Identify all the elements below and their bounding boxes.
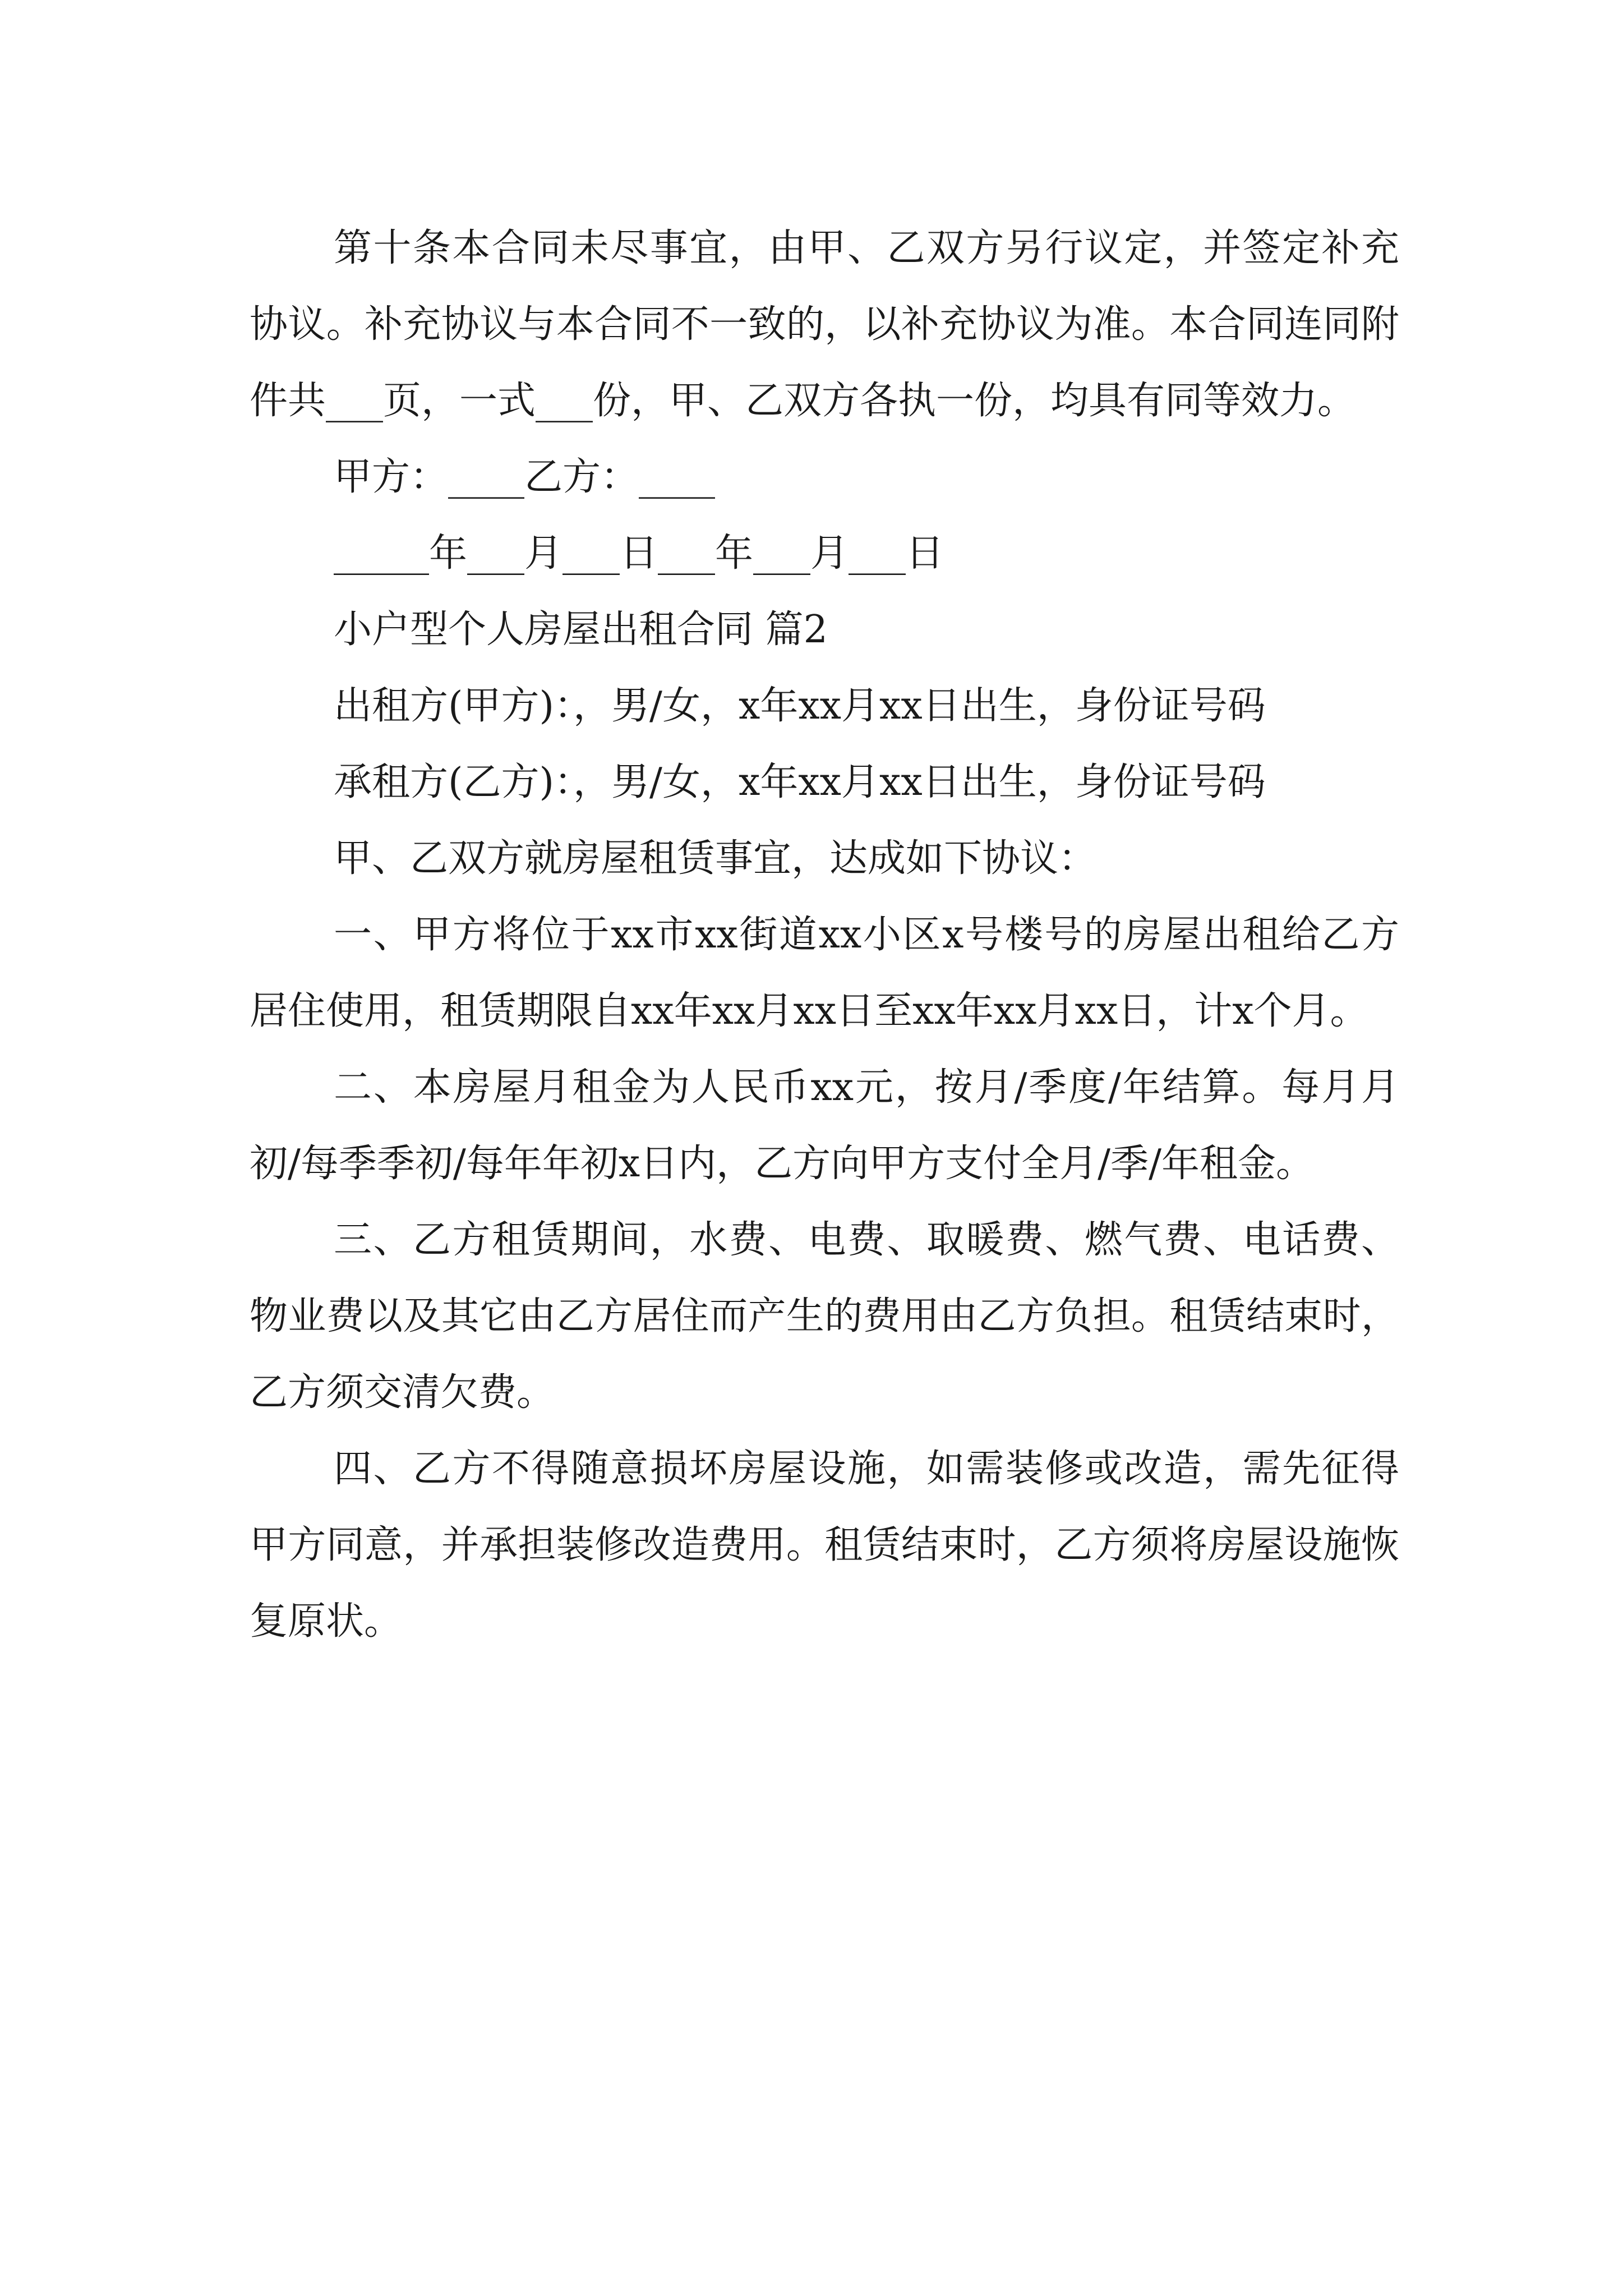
paragraph-dates: _____年___月___日___年___月___日 [334, 531, 944, 576]
paragraph-lessor: 出租方(甲方)：，男/女，x年xx月xx日出生，身份证号码 [334, 684, 1266, 728]
section-heading: 小户型个人房屋出租合同 篇2 [334, 608, 828, 652]
document-body [250, 210, 1399, 1660]
paragraph-lessee: 承租方(乙方)：，男/女，x年xx月xx日出生，身份证号码 [334, 760, 1266, 804]
paragraph-signatures: 甲方：____乙方：____ [334, 455, 716, 499]
paragraph-article-10: 第十条本合同未尽事宜，由甲、乙双方另行议定，并签定补充协议。补充协议与本合同不一致的，以补充协议为准。本合同连同附件共___页，一式___份，甲、乙双方各执一份，均具有同等效力。 [250, 226, 1399, 423]
paragraph-clause-1: 一、甲方将位于xx市xx街道xx小区x号楼号的房屋出租给乙方居住使用，租赁期限自xx年xx月xx日至xx年xx月xx日，计x个月。 [250, 913, 1399, 1033]
paragraph-agreement-intro: 甲、乙双方就房屋租赁事宜，达成如下协议： [334, 836, 1097, 881]
paragraph-clause-4: 四、乙方不得随意损坏房屋设施，如需装修或改造，需先征得甲方同意，并承担装修改造费用。租赁结束时，乙方须将房屋设施恢复原状。 [250, 1447, 1399, 1644]
paragraph-clause-2: 二、本房屋月租金为人民币xx元，按月/季度/年结算。每月月初/每季季初/每年年初x日内，乙方向甲方支付全月/季/年租金。 [250, 1065, 1399, 1186]
paragraph-clause-3: 三、乙方租赁期间，水费、电费、取暖费、燃气费、电话费、物业费以及其它由乙方居住而产生的费用由乙方负担。租赁结束时，乙方须交清欠费。 [250, 1218, 1399, 1415]
